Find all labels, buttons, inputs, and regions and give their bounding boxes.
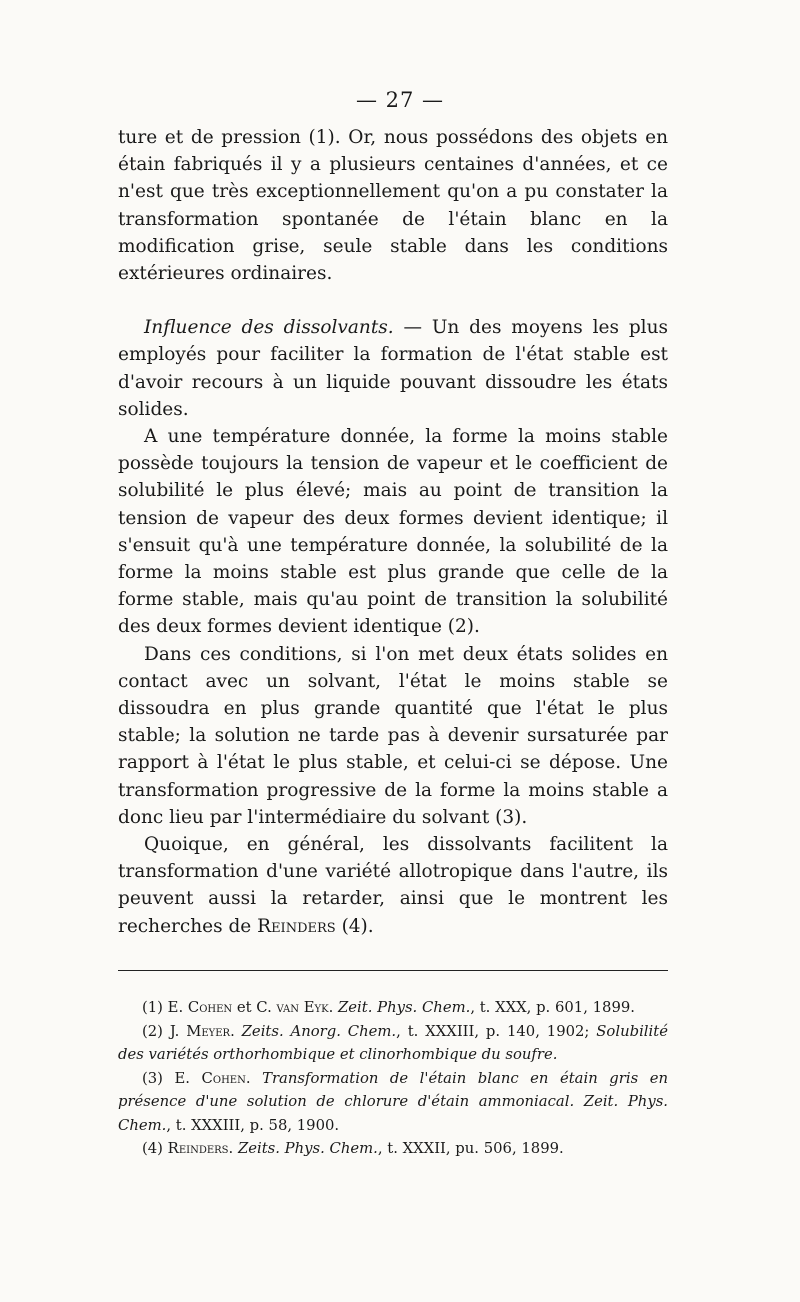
paragraph-5 bbox=[118, 831, 668, 940]
footnote-text: et C. bbox=[232, 999, 277, 1016]
paragraph-2 bbox=[118, 314, 668, 423]
footnote-text: . bbox=[230, 1022, 242, 1040]
footnote-journal: Zeit. Phys. Chem. bbox=[338, 999, 471, 1016]
footnote-text: , t. XXXIII, p. 58, 1900. bbox=[166, 1116, 340, 1134]
main-text bbox=[118, 124, 668, 940]
author-name: Reinders bbox=[257, 915, 336, 937]
footnote-2 bbox=[118, 1020, 668, 1067]
footnote-text: J. bbox=[169, 1022, 187, 1040]
paragraph-4: Dans ces conditions, si l'on met deux états solides en contact avec un solvant, l'état le moins stable se dissoudra en plus grande quantité que l'état le plus stable; la solution ne tarde pas à devenir sursaturée par rapport à l'état le plus stable, et celui-ci se dépose. Une transformation progressive de la forme la moins stable a donc lieu par l'intermédiaire du solvant (3). bbox=[118, 643, 668, 828]
footnote-author: van Eyk bbox=[276, 999, 329, 1016]
footnote-title: Transformation de l'étain blanc en étain gris en présence d'une solution de chlorure d'étain ammoniacal. Zeit. Phys. Chem. bbox=[118, 1069, 668, 1134]
paragraph-1: ture et de pression (1). Or, nous possédons des objets en étain fabriqués il y a plusieurs centaines d'années, et ce n'est que très exceptionnellement qu'on a pu constater la transformation spontanée de l'étain blanc en la modification grise, seule stable dans les conditions extérieures ordinaires. bbox=[118, 127, 668, 285]
footnote-text: , t. XXXIII, p. 140, 1902; bbox=[396, 1022, 597, 1040]
footnote-number: (4) bbox=[142, 1140, 168, 1157]
paragraph-5-text: Quoique, en général, les dissolvants facilitent la transformation d'une variété allotropique dans l'autre, ils peuvent aussi la retarder, ainsi que le montrent les recherches de bbox=[118, 834, 668, 937]
footnote-author: Cohen bbox=[201, 1069, 246, 1087]
footnote-author: E. Cohen bbox=[167, 999, 233, 1016]
footnote-text: , t. XXXII, pu. 506, 1899. bbox=[377, 1140, 564, 1157]
footnote-journal: Zeits. Anorg. Chem. bbox=[241, 1022, 397, 1040]
footnote-divider bbox=[118, 970, 668, 971]
footnote-text: , t. XXX, p. 601, 1899. bbox=[470, 999, 635, 1016]
footnote-ref: (4). bbox=[335, 915, 374, 937]
footnote-text: . bbox=[228, 1140, 238, 1157]
footnote-journal: Zeits. Phys. Chem. bbox=[237, 1140, 378, 1157]
footnote-1 bbox=[118, 996, 668, 1020]
footnote-number: (2) bbox=[142, 1022, 170, 1040]
footnote-3 bbox=[118, 1067, 668, 1138]
footnote-title: Solubilité des variétés orthorhombique et clinorhombique du soufre. bbox=[118, 1022, 668, 1063]
section-heading: Influence des dissolvants. bbox=[144, 317, 394, 339]
footnote-text: . bbox=[328, 999, 338, 1016]
footnotes bbox=[118, 996, 668, 1161]
footnote-number: (3) bbox=[142, 1069, 175, 1087]
footnote-author: Meyer bbox=[186, 1022, 231, 1040]
footnote-author: Reinders bbox=[167, 1140, 229, 1157]
paragraph-2-text: — Un des moyens les plus employés pour faciliter la formation de l'état stable est d'avoir recours à un liquide pouvant dissoudre les états solides. bbox=[118, 317, 669, 420]
footnote-text: E. bbox=[174, 1069, 202, 1087]
footnote-text: . bbox=[245, 1069, 263, 1087]
paragraph-3: A une température donnée, la forme la moins stable possède toujours la tension de vapeur et le coefficient de solubilité le plus élevé; mais au point de transition la tension de vapeur des deux formes devient identique; il s'ensuit qu'à une température donnée, la solubilité de la forme la moins stable est plus grande que celle de la forme stable, mais qu'au point de transition la solubilité des deux formes devient identique (2). bbox=[118, 426, 668, 638]
footnote-number: (1) bbox=[142, 999, 168, 1016]
footnote-4 bbox=[118, 1137, 668, 1161]
page-number: — 27 — bbox=[355, 88, 445, 112]
